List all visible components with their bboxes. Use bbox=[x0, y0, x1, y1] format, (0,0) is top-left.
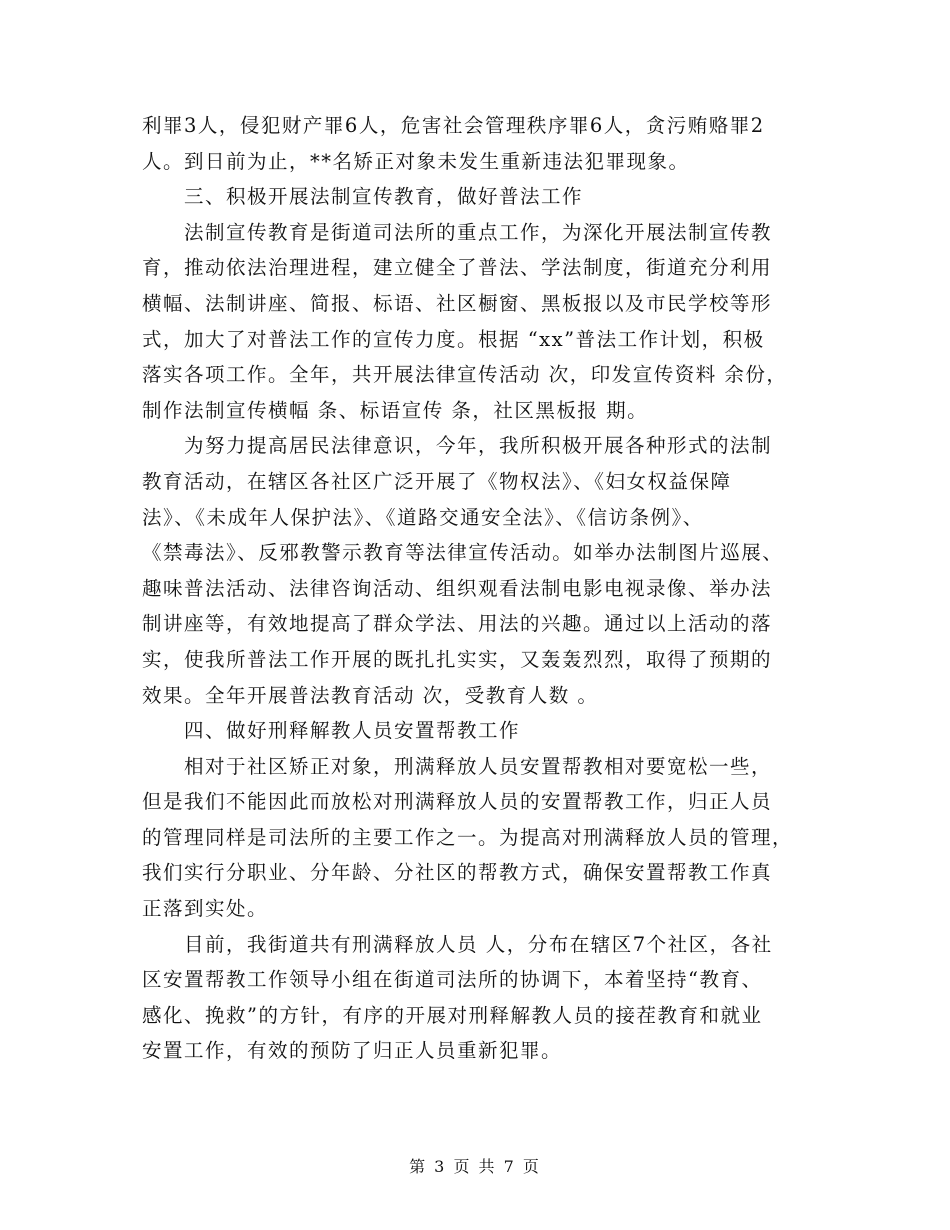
body-line: 正落到实处。 bbox=[142, 897, 269, 921]
document-body bbox=[142, 108, 822, 1069]
body-line: 为努力提高居民法律意识，今年，我所积极开展各种形式的法制 bbox=[142, 434, 773, 458]
body-line: 制讲座等，有效地提高了群众学法、用法的兴趣。通过以上活动的落 bbox=[142, 612, 773, 636]
section-heading: 四、做好刑释解教人员安置帮教工作 bbox=[142, 719, 521, 743]
page-number-footer: 第 3 页 共 7 页 bbox=[409, 1157, 541, 1176]
body-line: 我们实行分职业、分年龄、分社区的帮教方式，确保安置帮教工作真 bbox=[142, 861, 773, 885]
body-line: 育，推动依法治理进程，建立健全了普法、学法制度，街道充分利用 bbox=[142, 256, 773, 280]
body-line: 趣味普法活动、法律咨询活动、组织观看法制电影电视录像、举办法 bbox=[142, 576, 773, 600]
body-line: 利罪3人，侵犯财产罪6人，危害社会管理秩序罪6人，贪污贿赂罪2 bbox=[142, 114, 765, 137]
body-line: 的管理同样是司法所的主要工作之一。为提高对刑满释放人员的管理， bbox=[142, 825, 794, 849]
body-line: 教育活动，在辖区各社区广泛开展了《物权法》、《妇女权益保障 bbox=[142, 469, 732, 493]
body-line: 安置工作，有效的预防了归正人员重新犯罪。 bbox=[142, 1039, 563, 1063]
body-line: 落实各项工作。全年，共开展法律宣传活动 次，印发宣传资料 余份， bbox=[142, 363, 788, 387]
section-heading: 三、积极开展法制宣传教育，做好普法工作 bbox=[142, 185, 584, 209]
body-line: 感化、挽救”的方针，有序的开展对刑释解教人员的接茬教育和就业 bbox=[142, 1003, 763, 1027]
body-line: 相对于社区矫正对象，刑满释放人员安置帮教相对要宽松一些， bbox=[142, 754, 773, 778]
body-line: 实，使我所普法工作开展的既扎扎实实，又轰轰烈烈，取得了预期的 bbox=[142, 647, 773, 671]
body-line: 制作法制宣传横幅 条、标语宣传 条，社区黑板报 期。 bbox=[142, 398, 649, 422]
body-line: 区安置帮教工作领导小组在街道司法所的协调下，本着坚持“教育、 bbox=[142, 968, 763, 992]
body-line: 横幅、法制讲座、简报、标语、社区橱窗、黑板报以及市民学校等形 bbox=[142, 291, 773, 315]
body-line: 效果。全年开展普法教育活动 次，受教育人数 。 bbox=[142, 683, 599, 707]
body-line: 人。到日前为止，**名矫正对象未发生重新违法犯罪现象。 bbox=[142, 149, 690, 173]
body-line: 法制宣传教育是街道司法所的重点工作，为深化开展法制宣传教 bbox=[142, 220, 773, 244]
body-line: 但是我们不能因此而放松对刑满释放人员的安置帮教工作，归正人员 bbox=[142, 790, 773, 814]
body-line: 《禁毒法》、反邪教警示教育等法律宣传活动。如举办法制图片巡展、 bbox=[142, 541, 784, 565]
body-line: 目前，我街道共有刑满释放人员 人，分布在辖区7个社区，各社 bbox=[142, 932, 773, 956]
body-line: 式，加大了对普法工作的宣传力度。根据 “xx”普法工作计划，积极 bbox=[142, 327, 765, 351]
body-line: 法》、《未成年人保护法》、《道路交通安全法》、《信访条例》、 bbox=[142, 505, 704, 529]
